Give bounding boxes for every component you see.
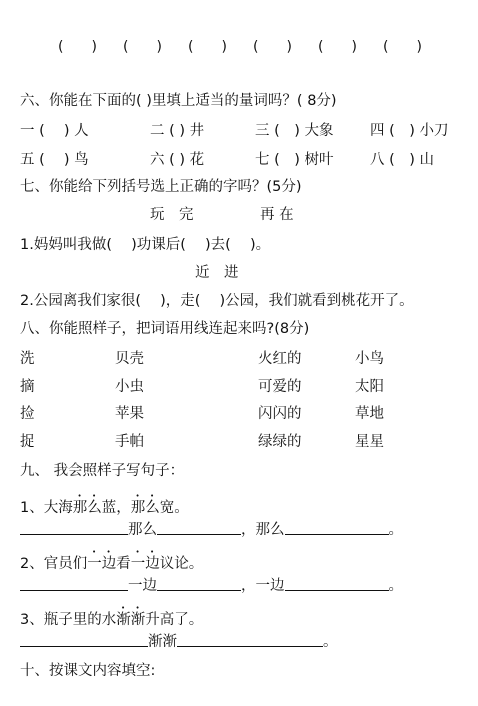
match-word-b[interactable]: 贝壳 bbox=[115, 351, 144, 367]
question-2[interactable]: 2.公园离我们家很( )，走( )公园，我们就看到桃花开了。 bbox=[20, 293, 414, 309]
fill-sentence-1: 那么 ，那么 。 bbox=[20, 520, 403, 539]
paren-blank[interactable]: ( ) bbox=[188, 39, 227, 55]
answer-blank[interactable] bbox=[157, 520, 241, 535]
match-word-d[interactable]: 小鸟 bbox=[355, 351, 384, 367]
measure-word-item[interactable]: 二 ( ) 井 bbox=[150, 123, 205, 139]
answer-blank[interactable] bbox=[20, 520, 128, 535]
answer-blank[interactable] bbox=[177, 632, 323, 647]
match-word-b[interactable]: 手帕 bbox=[115, 434, 144, 450]
match-word-c[interactable]: 可爱的 bbox=[258, 379, 302, 395]
match-word-d[interactable]: 草地 bbox=[355, 406, 384, 422]
section-8-heading: 八、你能照样子，把词语用线连起来吗?(8分) bbox=[20, 321, 310, 337]
section-6-heading: 六、你能在下面的( )里填上适当的量词吗？( 8分) bbox=[20, 93, 337, 109]
match-word-d[interactable]: 太阳 bbox=[355, 379, 384, 395]
paren-blank[interactable]: ( ) bbox=[383, 39, 422, 55]
answer-blank[interactable] bbox=[157, 576, 241, 591]
match-word-b[interactable]: 苹果 bbox=[115, 406, 144, 422]
measure-word-item[interactable]: 八 ( ) 山 bbox=[370, 152, 435, 168]
example-sentence-2: 2、官员们一边看一边议论。 bbox=[20, 556, 204, 572]
char-choices-1a: 玩 完 bbox=[150, 207, 194, 223]
match-word-d[interactable]: 星星 bbox=[355, 434, 384, 450]
measure-word-item[interactable]: 六 ( ) 花 bbox=[150, 152, 205, 168]
fill-sentence-3: 渐渐 。 bbox=[20, 632, 338, 651]
measure-word-item[interactable]: 一 ( ) 人 bbox=[20, 123, 89, 139]
char-choices-2: 近 进 bbox=[195, 265, 239, 281]
match-word-c[interactable]: 绿绿的 bbox=[258, 434, 302, 450]
section-9-heading: 九、 我会照样子写句子： bbox=[20, 463, 185, 479]
answer-blank[interactable] bbox=[20, 632, 148, 647]
match-word-a[interactable]: 洗 bbox=[20, 351, 35, 367]
match-word-a[interactable]: 捉 bbox=[20, 434, 35, 450]
paren-blank[interactable]: ( ) bbox=[123, 39, 162, 55]
measure-word-item[interactable]: 三 ( ) 大象 bbox=[255, 123, 334, 139]
answer-blank[interactable] bbox=[285, 520, 389, 535]
measure-word-item[interactable]: 五 ( ) 鸟 bbox=[20, 152, 89, 168]
paren-blank[interactable]: ( ) bbox=[58, 39, 97, 55]
match-word-a[interactable]: 摘 bbox=[20, 379, 35, 395]
section-10-heading: 十、按课文内容填空: bbox=[20, 663, 156, 679]
top-paren-row bbox=[58, 36, 448, 56]
measure-word-item[interactable]: 四 ( ) 小刀 bbox=[370, 123, 449, 139]
answer-blank[interactable] bbox=[20, 576, 128, 591]
paren-blank[interactable]: ( ) bbox=[253, 39, 292, 55]
match-word-b[interactable]: 小虫 bbox=[115, 379, 144, 395]
section-7-heading: 七、你能给下列括号选上正确的字吗？(5分) bbox=[20, 179, 302, 195]
char-choices-1b: 再 在 bbox=[260, 207, 294, 223]
measure-word-item[interactable]: 七 ( ) 树叶 bbox=[255, 152, 334, 168]
fill-sentence-2: 一边 ，一边 。 bbox=[20, 576, 403, 595]
match-word-c[interactable]: 闪闪的 bbox=[258, 406, 302, 422]
question-1[interactable]: 1.妈妈叫我做( )功课后( )去( )。 bbox=[20, 237, 271, 253]
example-sentence-1: 1、大海那么蓝，那么宽。 bbox=[20, 500, 189, 516]
match-word-c[interactable]: 火红的 bbox=[258, 351, 302, 367]
example-sentence-3: 3、瓶子里的水渐渐升高了。 bbox=[20, 612, 204, 628]
paren-blank[interactable]: ( ) bbox=[318, 39, 357, 55]
match-word-a[interactable]: 捡 bbox=[20, 406, 35, 422]
answer-blank[interactable] bbox=[285, 576, 389, 591]
